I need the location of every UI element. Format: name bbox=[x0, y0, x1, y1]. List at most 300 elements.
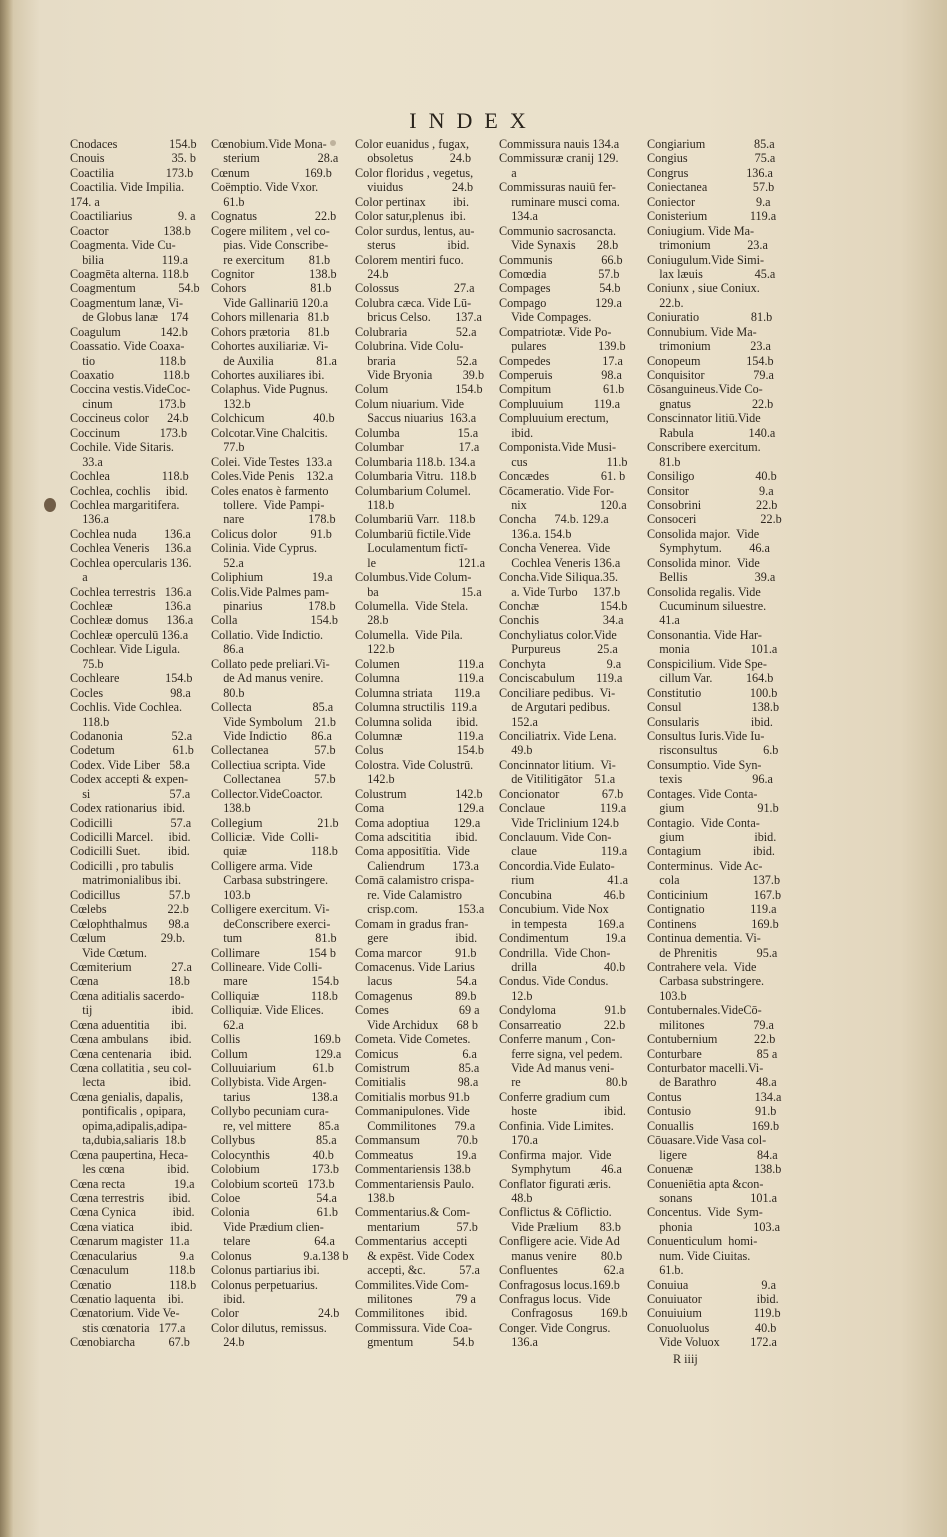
index-entry: Conferre gradium cum bbox=[499, 1089, 611, 1104]
index-entry: Cochlea opercularis 136. bbox=[70, 555, 192, 570]
index-entry: Coagmentum 54.b bbox=[70, 281, 200, 296]
index-entry: Columnæ 119.a bbox=[355, 728, 484, 743]
index-entry: Confluentes 62.a bbox=[499, 1263, 625, 1278]
index-entry: Cucuminum siluestre. bbox=[647, 599, 767, 613]
index-entry: in tempesta 169.a bbox=[499, 916, 625, 931]
index-entry: Contus 134.a bbox=[647, 1089, 782, 1104]
index-entry: Coassatio. Vide Coaxa- bbox=[70, 339, 185, 354]
index-entry: Colinia. Vide Cyprus. bbox=[211, 541, 318, 556]
index-entry: Cōuasare.Vide Vasa col- bbox=[647, 1133, 767, 1148]
index-entry: Cœna ambulans ibid. bbox=[70, 1032, 192, 1047]
index-entry: Comitialis 98.a bbox=[355, 1075, 479, 1090]
index-entry: Colonia 61.b bbox=[211, 1205, 338, 1220]
index-entry: militones 79.a bbox=[647, 1017, 774, 1032]
index-entry: Cœna collatitia , seu col- bbox=[70, 1061, 192, 1075]
index-entry: Commeatus 19.a bbox=[355, 1147, 477, 1162]
index-entry: Purpureus 25.a bbox=[499, 642, 618, 657]
index-entry: nix 120.a bbox=[499, 497, 627, 512]
index-entry: Columbariū Varr. 118.b bbox=[355, 512, 476, 527]
index-entry: Compedes 17.a bbox=[499, 353, 623, 368]
index-entry: Cœna terrestris ibid. bbox=[70, 1190, 191, 1205]
index-entry: Collegium 21.b bbox=[211, 815, 339, 830]
index-entry: Colligere exercitum. Vi- bbox=[211, 902, 330, 917]
index-entry: 33.a bbox=[70, 454, 103, 469]
index-entry: de Ad manus venire. bbox=[211, 671, 324, 686]
index-entry: Vide Cœtum. bbox=[70, 945, 147, 960]
index-entry: Commissura nauis 134.a bbox=[499, 137, 620, 151]
index-entry: Condus. Vide Condus. bbox=[499, 974, 609, 989]
index-entry: Comperuis 98.a bbox=[499, 368, 622, 382]
index-entry: Collecta 85.a bbox=[211, 700, 334, 715]
index-entry: Comistrum 85.a bbox=[355, 1061, 480, 1075]
index-entry: Cœnobiarcha 67.b bbox=[70, 1335, 190, 1350]
index-entry: 152.a bbox=[499, 714, 538, 729]
index-entry: trimonium 23.a bbox=[647, 238, 768, 253]
index-entry: 136.a. 154.b bbox=[499, 526, 572, 541]
index-entry: Cœnatio laquenta ibi. bbox=[70, 1292, 184, 1306]
index-entry: Congius 75.a bbox=[647, 151, 776, 166]
index-entry: Compluuium 119.a bbox=[499, 396, 621, 411]
index-entry: Cochlea nuda 136.a bbox=[70, 526, 191, 541]
index-entry: Colla 154.b bbox=[211, 613, 338, 628]
index-entry: Coagmentum lanæ, Vi- bbox=[70, 295, 184, 310]
index-entry: Commentarius.& Com- bbox=[355, 1205, 471, 1220]
index-entry: 22.b. bbox=[647, 295, 684, 310]
index-entry: Confinia. Vide Limites. bbox=[499, 1118, 614, 1133]
index-entry: Saccus niuarius 163.a bbox=[355, 411, 477, 426]
index-entry: Conchyta 9.a bbox=[499, 656, 622, 671]
index-entry: de Argutari pedibus. bbox=[499, 700, 611, 715]
index-entry: Conscribere exercitum. bbox=[647, 440, 761, 455]
index-entry: Congiarium 85.a bbox=[647, 137, 775, 151]
index-entry: Cœnatio 118.b bbox=[70, 1277, 197, 1292]
index-entry: Conterminus. Vide Ac- bbox=[647, 858, 763, 873]
index-entry: Comacenus. Vide Larius bbox=[355, 959, 475, 974]
index-entry: Columbariū fictile.Vide bbox=[355, 526, 471, 541]
index-entry: re exercitum 81.b bbox=[211, 252, 331, 267]
index-entry: Columbus.Vide Colum- bbox=[355, 570, 472, 585]
index-entry: sterium 28.a bbox=[211, 151, 339, 166]
index-entry: de Auxilia 81.a bbox=[211, 353, 337, 368]
index-entry: Comagenus 89.b bbox=[355, 988, 477, 1003]
index-entry: Colchicum 40.b bbox=[211, 411, 335, 426]
index-entry: Comes 69 a bbox=[355, 1003, 480, 1018]
index-entry: Bellis 39.a bbox=[647, 570, 776, 585]
index-entry: Coccinum 173.b bbox=[70, 425, 188, 440]
index-entry: Conuallis 169.b bbox=[647, 1118, 780, 1133]
index-entry: gnatus 22.b bbox=[647, 396, 774, 411]
index-entry: Comam in gradus fran- bbox=[355, 916, 469, 931]
index-entry: 28.b bbox=[355, 613, 389, 628]
index-entry: Conclauum. Vide Con- bbox=[499, 830, 612, 844]
index-entry: Colorem mentiri fuco. bbox=[355, 252, 464, 267]
index-entry: 103.b bbox=[211, 887, 251, 902]
index-entry: viuidus 24.b bbox=[355, 180, 474, 195]
index-entry: Cohortes auxiliariæ. Vi- bbox=[211, 339, 329, 354]
index-entry: 132.b bbox=[211, 396, 251, 411]
index-entry: Cnodaces 154.b bbox=[70, 137, 197, 151]
index-entry: Commentariensis Paulo. bbox=[355, 1176, 475, 1191]
index-entry: Confligere acie. Vide Ad bbox=[499, 1234, 620, 1249]
index-entry: mentarium 57.b bbox=[355, 1219, 478, 1234]
index-entry: Cogere militem , vel co- bbox=[211, 223, 330, 238]
index-entry: Conferre manum , Con- bbox=[499, 1032, 616, 1047]
index-entry: Coma marcor 91.b bbox=[355, 945, 477, 960]
index-entry: risconsultus 6.b bbox=[647, 743, 779, 758]
index-entry: Colei. Vide Testes 133.a bbox=[211, 454, 333, 469]
index-entry: 122.b bbox=[355, 642, 395, 657]
index-entry: trimonium 23.a bbox=[647, 339, 771, 354]
index-entry: rium 41.a bbox=[499, 873, 628, 888]
index-entry: Conger. Vide Congrus. bbox=[499, 1320, 611, 1335]
index-entry: Cochlis. Vide Cochlea. bbox=[70, 700, 183, 715]
index-entry: gium ibid. bbox=[647, 830, 777, 844]
index-entry: Concubina 46.b bbox=[499, 887, 625, 902]
index-entry: re. Vide Calamistro bbox=[355, 887, 463, 902]
index-entry: Colubraria 52.a bbox=[355, 324, 477, 339]
index-entry: Cœlum 29.b. bbox=[70, 931, 186, 946]
index-entry: Contubernales.VideCō- bbox=[647, 1003, 762, 1018]
index-entry: hoste ibid. bbox=[499, 1104, 626, 1119]
index-entry: Cohors 81.b bbox=[211, 281, 332, 296]
index-entry: Columna solida ibid. bbox=[355, 714, 479, 729]
index-entry: Confragosus locus.169.b bbox=[499, 1277, 620, 1292]
index-entry: Color euanidus , fugax, bbox=[355, 137, 470, 151]
index-entry: 142.b bbox=[355, 772, 395, 787]
index-entry: 138.b bbox=[211, 801, 251, 816]
index-entry: Symphytum. 46.a bbox=[647, 541, 770, 556]
index-entry: Cochlea, cochlis ibid. bbox=[70, 483, 188, 498]
index-entry: Comā calamistro crispa- bbox=[355, 873, 475, 888]
index-entry: Collectanea 57.b bbox=[211, 743, 336, 758]
index-entry: Cochlea 118.b bbox=[70, 469, 189, 484]
index-entry: Coliphium 19.a bbox=[211, 570, 333, 585]
index-entry: Cœna genialis, dapalis, bbox=[70, 1089, 184, 1104]
index-entry: Cœmiterium 27.a bbox=[70, 959, 192, 974]
index-entry: Collybista. Vide Argen- bbox=[211, 1075, 327, 1090]
index-entry: Coma adoptiua 129.a bbox=[355, 815, 481, 830]
index-column-4 bbox=[499, 137, 643, 1350]
index-entry: Vide Voluox 172.a bbox=[647, 1335, 777, 1350]
index-entry: Conisterium 119.a bbox=[647, 209, 777, 224]
index-entry: 86.a bbox=[211, 642, 244, 657]
index-entry: bilia 119.a bbox=[70, 252, 189, 267]
index-entry: Conspicilium. Vide Spe- bbox=[647, 656, 767, 671]
index-entry: Compages 54.b bbox=[499, 281, 621, 296]
index-entry: Collectanea 57.b bbox=[211, 772, 336, 787]
index-entry: Columba 15.a bbox=[355, 425, 479, 440]
index-entry: Commilitones ibid. bbox=[355, 1306, 468, 1321]
index-entry: Consobrini 22.b bbox=[647, 497, 778, 512]
index-entry: Contrahere vela. Vide bbox=[647, 959, 757, 974]
index-entry: cola 137.b bbox=[647, 873, 781, 888]
index-entry: Cœna 18.b bbox=[70, 974, 190, 989]
index-entry: Codicillus 57.b bbox=[70, 887, 191, 902]
index-entry: Consarreatio 22.b bbox=[499, 1017, 626, 1032]
index-entry: ligere 84.a bbox=[647, 1147, 778, 1162]
index-entry: 136.a bbox=[499, 1335, 538, 1350]
index-entry: & expēst. Vide Codex bbox=[355, 1248, 475, 1263]
index-entry: Collis 169.b bbox=[211, 1032, 341, 1047]
index-entry: Codetum 61.b bbox=[70, 743, 194, 758]
index-entry: Conciliare pedibus. Vi- bbox=[499, 685, 616, 700]
index-entry: Commilitones 79.a bbox=[355, 1118, 476, 1133]
index-entry: Coëmptio. Vide Vxor. bbox=[211, 180, 319, 195]
index-entry: Vide Compages. bbox=[499, 310, 592, 325]
index-entry: Conuiua 9.a bbox=[647, 1277, 776, 1292]
index-entry: Contagio. Vide Conta- bbox=[647, 815, 760, 830]
index-entry: Cœnatorium. Vide Ve- bbox=[70, 1306, 180, 1321]
index-entry: gium 91.b bbox=[647, 801, 779, 816]
index-entry: Colis.Vide Palmes pam- bbox=[211, 584, 330, 599]
index-entry: Conchæ 154.b bbox=[499, 599, 628, 613]
index-entry: Confragosus 169.b bbox=[499, 1306, 628, 1321]
index-entry: Coniunx , siue Coniux. bbox=[647, 281, 760, 296]
index-entry: Concædes 61. b bbox=[499, 469, 626, 484]
index-entry: Vide Triclinium 124.b bbox=[499, 815, 619, 830]
index-entry: Cochleæ 136.a bbox=[70, 599, 192, 613]
index-entry: Commissuræ cranij 129. bbox=[499, 151, 619, 166]
index-entry: Colonus perpetuarius. bbox=[211, 1277, 318, 1292]
index-entry: manus venire 80.b bbox=[499, 1248, 623, 1263]
index-entry: Consolida regalis. Vide bbox=[647, 584, 761, 599]
index-entry: Comicus 6.a bbox=[355, 1046, 477, 1061]
index-entry: Coactor 138.b bbox=[70, 223, 191, 238]
index-entry: Color dilutus, remissus. bbox=[211, 1320, 327, 1335]
index-entry: braria 52.a bbox=[355, 353, 478, 368]
index-entry: Cœnaculum 118.b bbox=[70, 1263, 196, 1278]
index-entry: 24.b bbox=[211, 1335, 245, 1350]
index-entry: Rabula 140.a bbox=[647, 425, 776, 440]
index-entry: Cœnobium.Vide Mona- bbox=[211, 137, 327, 151]
index-entry: Consul 138.b bbox=[647, 700, 780, 715]
index-entry: Condrilla. Vide Chon- bbox=[499, 945, 611, 960]
index-entry: phonia 103.a bbox=[647, 1219, 781, 1234]
index-entry: Coles.Vide Penis 132.a bbox=[211, 469, 334, 484]
index-column-5 bbox=[647, 137, 787, 1350]
index-entry: Consularis ibid. bbox=[647, 714, 773, 729]
index-entry: Cometa. Vide Cometes. bbox=[355, 1032, 471, 1047]
index-entry: Cœna Cynica ibid. bbox=[70, 1205, 195, 1220]
index-entry: 41.a bbox=[647, 613, 680, 628]
index-entry: Constitutio 100.b bbox=[647, 685, 778, 700]
index-entry: Coagmēta alterna. 118.b bbox=[70, 266, 189, 281]
index-entry: tarius 138.a bbox=[211, 1089, 338, 1104]
index-entry: Colum 154.b bbox=[355, 382, 483, 397]
index-entry: Coaxatio 118.b bbox=[70, 368, 190, 382]
index-entry: Columna striata 119.a bbox=[355, 685, 481, 700]
index-entry: Vide Prædium clien- bbox=[211, 1219, 324, 1234]
index-entry: le 121.a bbox=[355, 555, 485, 570]
index-column-1 bbox=[70, 137, 204, 1350]
index-entry: Contusio 91.b bbox=[647, 1104, 777, 1119]
index-entry: Concha Venerea. Vide bbox=[499, 541, 611, 556]
index-entry: lax læuis 45.a bbox=[647, 266, 776, 281]
index-entry: Codanonia 52.a bbox=[70, 728, 193, 743]
index-entry: re 80.b bbox=[499, 1075, 628, 1090]
index-entry: Coniugulum.Vide Simi- bbox=[647, 252, 765, 267]
index-entry: Color 24.b bbox=[211, 1306, 340, 1321]
index-entry: Columen 119.a bbox=[355, 656, 484, 671]
index-entry: Coactilia. Vide Impilia. bbox=[70, 180, 185, 195]
index-entry: 61.b bbox=[211, 194, 245, 209]
page-title: INDEX bbox=[409, 108, 538, 133]
index-entry: lacus 54.a bbox=[355, 974, 477, 989]
index-entry: de Barathro 48.a bbox=[647, 1075, 777, 1090]
index-entry: Cognitor 138.b bbox=[211, 266, 337, 281]
index-entry: Coactiliarius 9. a bbox=[70, 209, 196, 224]
index-entry: Consiligo 40.b bbox=[647, 469, 777, 484]
index-entry: re, vel mittere 85.a bbox=[211, 1118, 340, 1133]
index-entry: Coma 129.a bbox=[355, 801, 484, 816]
index-entry: deConscribere exerci- bbox=[211, 916, 331, 931]
index-entry: Cohors millenaria 81.b bbox=[211, 310, 330, 325]
index-entry: stis cœnatoria 177.a bbox=[70, 1320, 186, 1335]
index-entry: Columna 119.a bbox=[355, 671, 484, 686]
index-entry: Codicilli Suet. ibid. bbox=[70, 844, 190, 859]
index-entry: 80.b bbox=[211, 685, 245, 700]
index-entry: Coles enatos è farmento bbox=[211, 483, 329, 498]
index-entry: Columbarium Columel. bbox=[355, 483, 471, 498]
index-entry: Vide Synaxis 28.b bbox=[499, 238, 619, 253]
index-entry: Coniugium. Vide Ma- bbox=[647, 223, 755, 238]
index-entry: Carbasa substringere. bbox=[647, 974, 765, 989]
index-entry: Loculamentum fictī- bbox=[355, 541, 468, 556]
index-entry: Codicilli , pro tabulis bbox=[70, 858, 174, 873]
index-entry: Colligere arma. Vide bbox=[211, 858, 313, 873]
index-entry: matrimonialibus ibi. bbox=[70, 873, 182, 888]
index-entry: Contages. Vide Conta- bbox=[647, 786, 758, 801]
index-entry: ibid. bbox=[211, 1292, 246, 1306]
index-entry: Concha.Vide Siliqua.35. bbox=[499, 570, 619, 585]
index-entry: drilla 40.b bbox=[499, 959, 626, 974]
index-entry: Concordia.Vide Eulato- bbox=[499, 858, 615, 873]
index-entry: Codicilli 57.a bbox=[70, 815, 192, 830]
index-entry: nare 178.b bbox=[211, 512, 336, 527]
index-entry: 48.b bbox=[499, 1190, 533, 1205]
index-entry: Conuoluolus 40.b bbox=[647, 1320, 777, 1335]
index-entry: Collatio. Vide Indictio. bbox=[211, 627, 324, 642]
index-entry: Collybo pecuniam cura- bbox=[211, 1104, 329, 1119]
index-entry: Concubium. Vide Nox bbox=[499, 902, 609, 917]
index-entry: Vide Gallinariū 120.a bbox=[211, 295, 329, 310]
index-entry: Color surdus, lentus, au- bbox=[355, 223, 475, 238]
index-entry: pontificalis , opipara, bbox=[70, 1104, 186, 1119]
index-entry: militones 79 a bbox=[355, 1292, 476, 1306]
index-entry: Colus 154.b bbox=[355, 743, 484, 758]
index-entry: Collybus 85.a bbox=[211, 1133, 337, 1148]
index-entry: Colocynthis 40.b bbox=[211, 1147, 334, 1162]
index-entry: Color pertinax ibi. bbox=[355, 194, 470, 209]
index-entry: Cochleæ domus 136.a bbox=[70, 613, 194, 628]
index-entry: Colluuiarium 61.b bbox=[211, 1061, 334, 1075]
index-entry: ba 15.a bbox=[355, 584, 482, 599]
index-entry: si 57.a bbox=[70, 786, 191, 801]
index-entry: Conflator figurati æris. bbox=[499, 1176, 612, 1191]
index-entry: monia 101.a bbox=[647, 642, 778, 657]
index-entry: Commissuras nauiū fer- bbox=[499, 180, 616, 195]
index-entry: Collimare 154 b bbox=[211, 945, 336, 960]
index-entry: texis 96.a bbox=[647, 772, 773, 787]
index-entry: Cochlea Veneris 136.a bbox=[70, 541, 192, 556]
index-entry: Commilites.Vide Com- bbox=[355, 1277, 469, 1292]
index-entry: Cœna aduentitia ibi. bbox=[70, 1017, 187, 1032]
index-entry: Cochlea margaritifera. bbox=[70, 497, 180, 512]
index-entry: Conuenæ 138.b bbox=[647, 1162, 782, 1177]
index-entry: Conuenticulum homi- bbox=[647, 1234, 758, 1249]
index-entry: Collectiua scripta. Vide bbox=[211, 757, 326, 772]
index-entry: Vide Ad manus veni- bbox=[499, 1061, 615, 1075]
index-entry: Columella. Vide Pila. bbox=[355, 627, 463, 642]
index-entry: Vide Bryonia 39.b bbox=[355, 368, 485, 382]
index-entry: Continua dementia. Vi- bbox=[647, 931, 761, 946]
index-entry: Conopeum 154.b bbox=[647, 353, 774, 368]
index-entry: Commansum 70.b bbox=[355, 1133, 478, 1148]
index-entry: Cœlophthalmus 98.a bbox=[70, 916, 190, 931]
signature-mark: R iiij bbox=[673, 1352, 698, 1366]
index-entry: crisp.com. 153.a bbox=[355, 902, 485, 917]
index-entry: claue 119.a bbox=[499, 844, 628, 859]
index-entry: Compatriotæ. Vide Po- bbox=[499, 324, 612, 339]
index-entry: Color satur,plenus ibi. bbox=[355, 209, 466, 224]
index-entry: Vide Symbolum 21.b bbox=[211, 714, 336, 729]
index-entry: Colostra. Vide Colustrū. bbox=[355, 757, 474, 772]
index-entry: Coccina vestis.VideCoc- bbox=[70, 382, 191, 397]
index-entry: Cœna centenaria ibid. bbox=[70, 1046, 192, 1061]
index-entry: 103.b bbox=[647, 988, 687, 1003]
index-entry: Collato pede preliari.Vi- bbox=[211, 656, 330, 671]
ink-spot bbox=[44, 498, 56, 512]
index-entry: Colubrina. Vide Colu- bbox=[355, 339, 464, 354]
index-entry: Colaphus. Vide Pugnus. bbox=[211, 382, 328, 397]
index-entry: Commentariensis 138.b bbox=[355, 1162, 471, 1177]
index-entry: 49.b bbox=[499, 743, 533, 758]
index-entry: Collineare. Vide Colli- bbox=[211, 959, 323, 974]
index-entry: Coloe 54.a bbox=[211, 1190, 337, 1205]
index-entry: Cohortes auxiliares ibi. bbox=[211, 368, 325, 382]
index-entry: Concionator 67.b bbox=[499, 786, 624, 801]
page-gutter bbox=[0, 0, 14, 1537]
index-entry: 170.a bbox=[499, 1133, 538, 1148]
index-entry: sonans 101.a bbox=[647, 1190, 777, 1205]
index-entry: Componista.Vide Musi- bbox=[499, 440, 617, 455]
index-entry: Commentarius accepti bbox=[355, 1234, 468, 1249]
index-entry: cinum 173.b bbox=[70, 396, 186, 411]
index-entry: 81.b bbox=[647, 454, 681, 469]
index-entry: ibid. bbox=[499, 425, 534, 440]
index-entry: Consoceri 22.b bbox=[647, 512, 782, 527]
index-entry: Commissura. Vide Coa- bbox=[355, 1320, 473, 1335]
index-entry: Cochleare 154.b bbox=[70, 671, 193, 686]
index-entry: Codex accepti & expen- bbox=[70, 772, 189, 787]
index-entry: Coniector 9.a bbox=[647, 194, 771, 209]
index-entry: Codex rationarius ibid. bbox=[70, 801, 186, 816]
index-entry: sterus ibid. bbox=[355, 238, 470, 253]
index-entry: a bbox=[499, 165, 517, 180]
index-entry: ta,dubia,saliaris 18.b bbox=[70, 1133, 187, 1148]
index-entry: 77.b bbox=[211, 440, 245, 455]
index-entry: Conuiuator ibid. bbox=[647, 1292, 779, 1306]
index-entry: bricus Celso. 137.a bbox=[355, 310, 482, 325]
index-entry: Coma appositītia. Vide bbox=[355, 844, 470, 859]
index-entry: 24.b bbox=[355, 266, 389, 281]
index-entry: Conciliatrix. Vide Lena. bbox=[499, 728, 617, 743]
index-entry: Consolida major. Vide bbox=[647, 526, 760, 541]
index-entry: Colliciæ. Vide Colli- bbox=[211, 830, 319, 844]
index-entry: Compluuium erectum, bbox=[499, 411, 609, 426]
index-entry: 61.b. bbox=[647, 1263, 684, 1278]
index-entry: Conticinium 167.b bbox=[647, 887, 782, 902]
